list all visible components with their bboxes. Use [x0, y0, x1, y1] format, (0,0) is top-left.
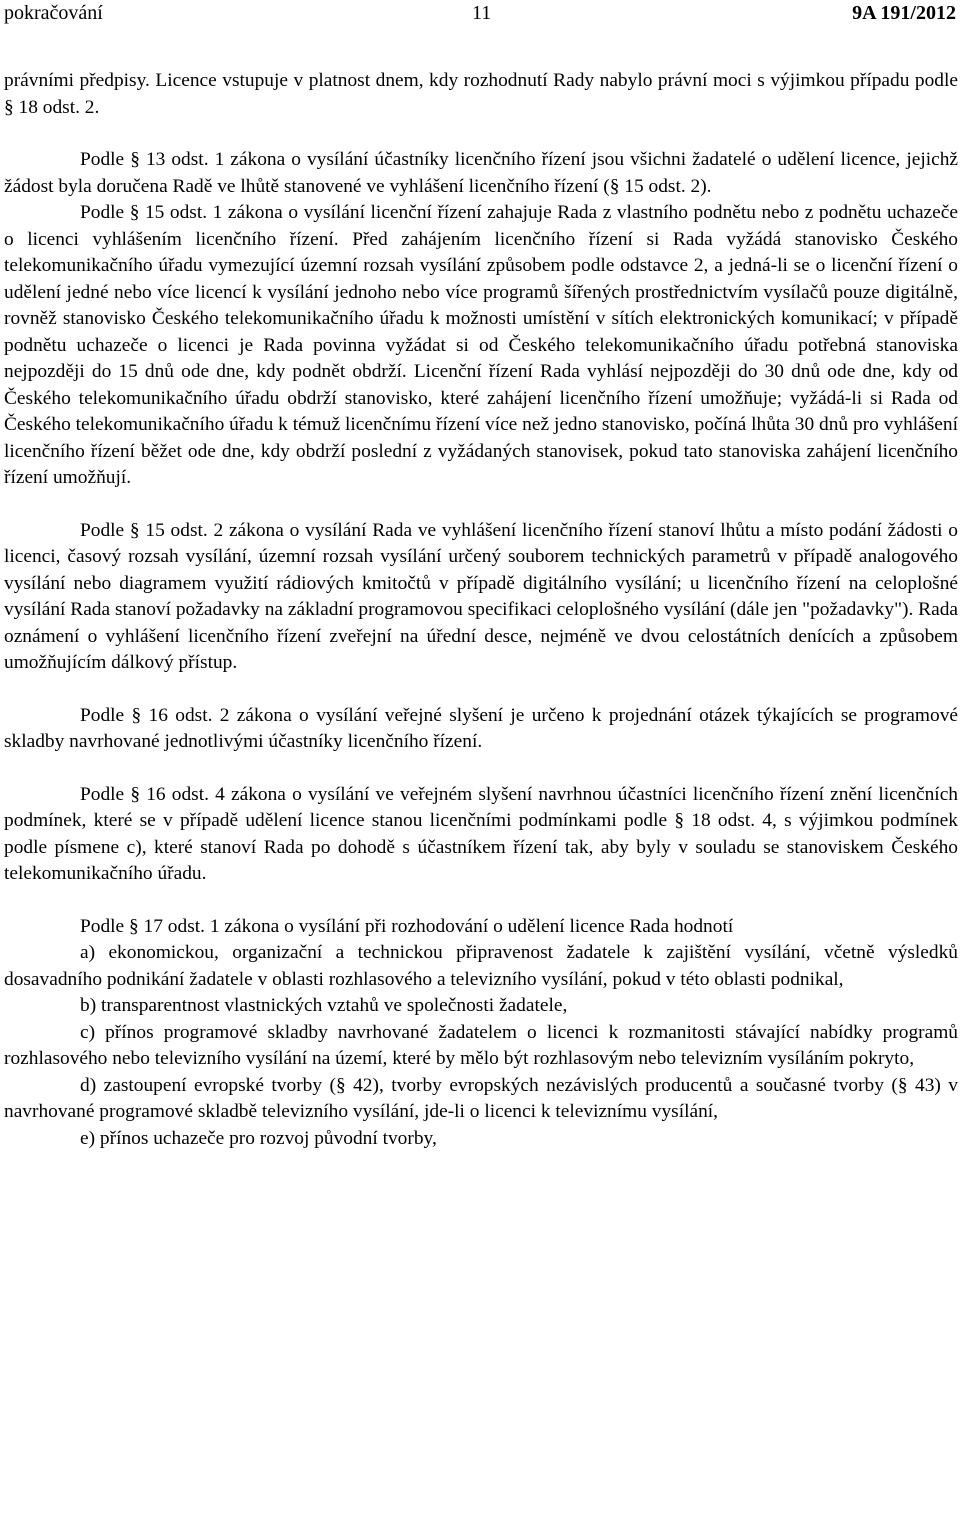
paragraph: právními předpisy. Licence vstupuje v platnost dnem, kdy rozhodnutí Rady nabylo právní moci s výjimkou případu podle § 18 odst. 2.	[4, 70, 958, 118]
list-item: c) přínos programové skladby navrhované žadatelem o licenci k rozmanitosti stávající nabídky programů rozhlasového nebo televizního vysílání na území, které by mělo být rozhlasovým nebo televizním vysíláním pokryto,	[4, 1021, 958, 1069]
paragraph: Podle § 16 odst. 2 zákona o vysílání veřejné slyšení je určeno k projednání otázek týkajících se programové skladby navrhované jednotlivými účastníky licenčního řízení.	[4, 704, 958, 752]
paragraph: Podle § 15 odst. 1 zákona o vysílání licenční řízení zahajuje Rada z vlastního podnětu nebo z podnětu uchazeče o licenci vyhlášením licenčního řízení. Před zahájením licenčního řízení si Rada vyžádá stanovisko Českého telekomunikačního úřadu vymezující územní rozsah vysílání způsobem podle odstavce 2, a jedná-li se o licenční řízení o udělení jedné nebo více licencí k vysílání jednoho nebo více programů šířených prostřednictvím vysílačů pouze digitálně, rovněž stanovisko Českého telekomunikačního úřadu k možnosti umístění v sítích elektronických komunikací; v případě podnětu uchazeče o licenci je Rada povinna vyžádat si od Českého telekomunikačního úřadu potřebná stanoviska nejpozději do 15 dnů ode dne, kdy podnět obdrží. Licenční řízení Rada vyhlásí nejpozději do 30 dnů ode dne, kdy od Českého telekomunikačního úřadu obdrží stanovisko, které zahájení licenčního řízení umožňuje; vyžádá-li si Rada od Českého telekomunikačního úřadu k témuž licenčnímu řízení více než jedno stanovisko, počíná lhůta 30 dnů pro vyhlášení licenčního řízení běžet ode dne, kdy obdrží poslední z vyžádaných stanovisek, pokud tato stanoviska zahájení licenčního řízení umožňují.	[4, 202, 958, 488]
page-number: 11	[472, 2, 492, 24]
list-item: e) přínos uchazeče pro rozvoj původní tvorby,	[80, 1127, 437, 1149]
list-item: a) ekonomickou, organizační a technickou připravenost žadatele k zajištění vysílání, včetně výsledků dosavadního podnikání žadatele v oblasti rozhlasového a televizního vysílání, pokud v této oblasti podnikal,	[4, 942, 958, 990]
document-page	[4, 0, 958, 1152]
list-item: d) zastoupení evropské tvorby (§ 42), tvorby evropských nezávislých producentů a současné tvorby (§ 43) v navrhované programové skladbě televizního vysílání, jde-li o licenci k televiznímu vysílání,	[4, 1074, 958, 1122]
paragraph: Podle § 16 odst. 4 zákona o vysílání ve veřejném slyšení navrhnou účastníci licenčního řízení znění licenčních podmínek, které se v případě udělení licence stanou licenčními podmínkami podle § 18 odst. 4, s výjimkou podmínek podle písmene c), které stanoví Rada po dohodě s účastníkem řízení tak, aby byly v souladu se stanoviskem Českého telekomunikačního úřadu.	[4, 783, 958, 884]
document-body	[4, 68, 958, 1152]
list-item: b) transparentnost vlastnických vztahů ve společnosti žadatele,	[80, 995, 568, 1016]
paragraph: Podle § 17 odst. 1 zákona o vysílání při rozhodování o udělení licence Rada hodnotí	[80, 915, 734, 937]
document-id: 9A 191/2012	[852, 2, 956, 24]
paragraph: Podle § 15 odst. 2 zákona o vysílání Rada ve vyhlášení licenčního řízení stanoví lhůtu a místo podání žádosti o licenci, časový rozsah vysílání, územní rozsah vysílání určený souborem technických parametrů v případě analogového vysílání nebo diagramem využití rádiových kmitočtů v případě digitálního vysílání; u licenčního řízení na celoplošné vysílání Rada stanoví požadavky na základní programovou specifikaci celoplošného vysílání (dále jen "požadavky"). Rada oznámení o vyhlášení licenčního řízení zveřejní na úřední desce, nejméně ve dvou celostátních denících a způsobem umožňujícím dálkový přístup.	[4, 519, 958, 673]
header-continuation: pokračování	[4, 2, 103, 24]
paragraph: Podle § 13 odst. 1 zákona o vysílání účastníky licenčního řízení jsou všichni žadatelé o udělení licence, jejichž žádost byla doručena Radě ve lhůtě stanovené ve vyhlášení licenčního řízení (§ 15 odst. 2).	[4, 149, 958, 197]
page-header	[4, 0, 958, 32]
